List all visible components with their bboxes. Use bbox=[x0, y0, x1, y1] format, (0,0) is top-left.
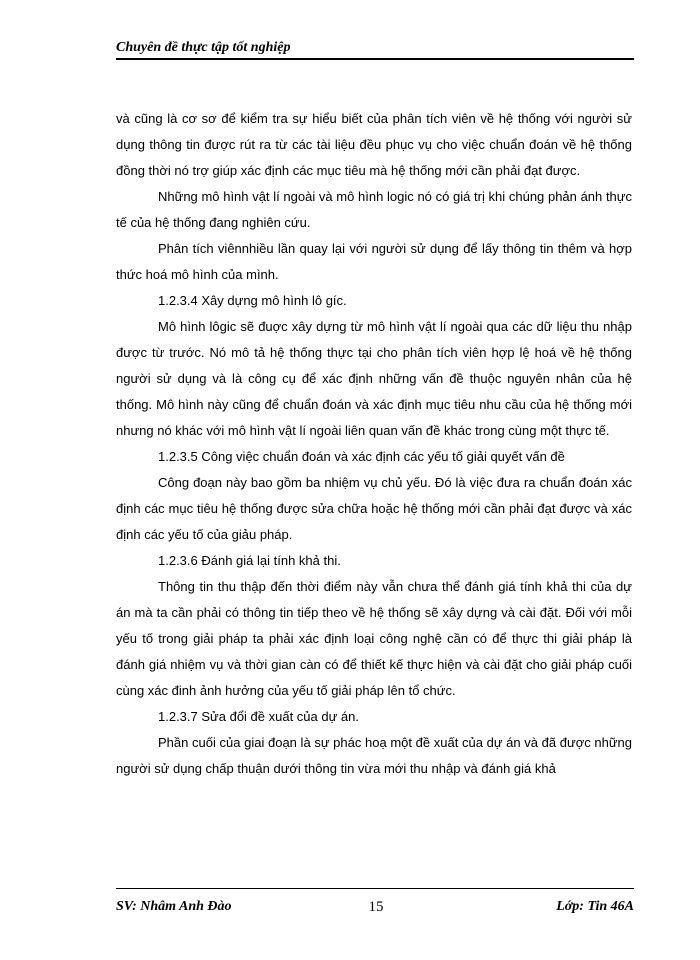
paragraph-7: Phần cuối của giai đoạn là sự phác hoạ một đề xuất của dự án và đã được những người sử dụng chấp thuận dưới thông tin vừa mới thu nhập và đánh giá khả bbox=[116, 735, 632, 776]
section-heading-1-2-3-4: 1.2.3.4 Xây dựng mô hình lô gíc. bbox=[158, 293, 347, 308]
footer-class-label: Lớp: Tin 46A bbox=[556, 899, 634, 914]
section-heading-1-2-3-7: 1.2.3.7 Sửa đổi đề xuất của dự án. bbox=[158, 709, 359, 724]
paragraph-6: Thông tin thu thập đến thời điểm này vẫn chưa thể đánh giá tính khả thi của dự án mà ta cần phải có thông tin tiếp theo về hệ thống sẽ xây dựng và cài đặt. Đối với mỗi yếu tố trong giải pháp ta phải xác định loại công nghệ cần có để thực thi giải pháp là đánh giá nhiệm vụ và thời gian càn có để thiết kế thực hiện và cài đặt cho giải pháp cuối cùng xác đinh ảnh hưởng của yếu tố giải pháp lên tổ chức. bbox=[116, 579, 632, 698]
header-title: Chuyên đề thực tập tốt nghiệp bbox=[116, 40, 291, 55]
page-number: 15 bbox=[368, 899, 384, 915]
paragraph-3: Phân tích viênnhiều lần quay lại với người sử dụng để lấy thông tin thêm và hợp thức hoá mô hình của mình. bbox=[116, 241, 632, 282]
paragraph-4: Mô hình lôgic sẽ đuợc xây dựng từ mô hình vật lí ngoài qua các dữ liệu thu nhập được từ trước. Nó mô tả hệ thống thực tại cho phân tích viên hợp lệ hoá về hệ thống người sử dụng và là công cụ để xác định những vấn đề thuộc nguyên nhân của hệ thống. Mô hình này cũng để chuẩn đoán và xác định mục tiêu nhu cầu của hệ thống mới nhưng nó khác với mô hình vật lí ngoài liên quan vấn đề khác trong cùng một thực tế. bbox=[116, 319, 632, 438]
page-footer bbox=[116, 888, 634, 921]
paragraph-5: Công đoạn này bao gồm ba nhiệm vụ chủ yếu. Đó là việc đưa ra chuẩn đoán xác định các mục tiêu hệ thống được sửa chữa hoặc hệ thống mới cần phải đạt được và xác định các yếu tố của giảu pháp. bbox=[116, 475, 632, 542]
footer-student-name: SV: Nhâm Anh Đào bbox=[116, 899, 232, 914]
paragraph-1: và cũng là cơ sơ để kiểm tra sự hiểu biết của phân tích viên về hệ thống với người sử dụng thông tin được rút ra từ các tài liệu đều phục vụ cho việc chuẩn đoán về hệ thống đồng thời nó trợ giúp xác định các mục tiêu mà hệ thống mới cần phải đạt được. bbox=[116, 111, 632, 178]
page-header bbox=[116, 36, 634, 60]
section-heading-1-2-3-5: 1.2.3.5 Công việc chuẩn đoán và xác định các yếu tố giải quyết vấn đề bbox=[158, 449, 565, 464]
section-heading-1-2-3-6: 1.2.3.6 Đánh giá lại tính khả thi. bbox=[158, 553, 341, 568]
document-body bbox=[116, 106, 632, 782]
paragraph-2: Những mô hình vật lí ngoài và mô hình logic nó có giá trị khi chúng phản ánh thực tế của hệ thống đang nghiên cứu. bbox=[116, 189, 632, 230]
